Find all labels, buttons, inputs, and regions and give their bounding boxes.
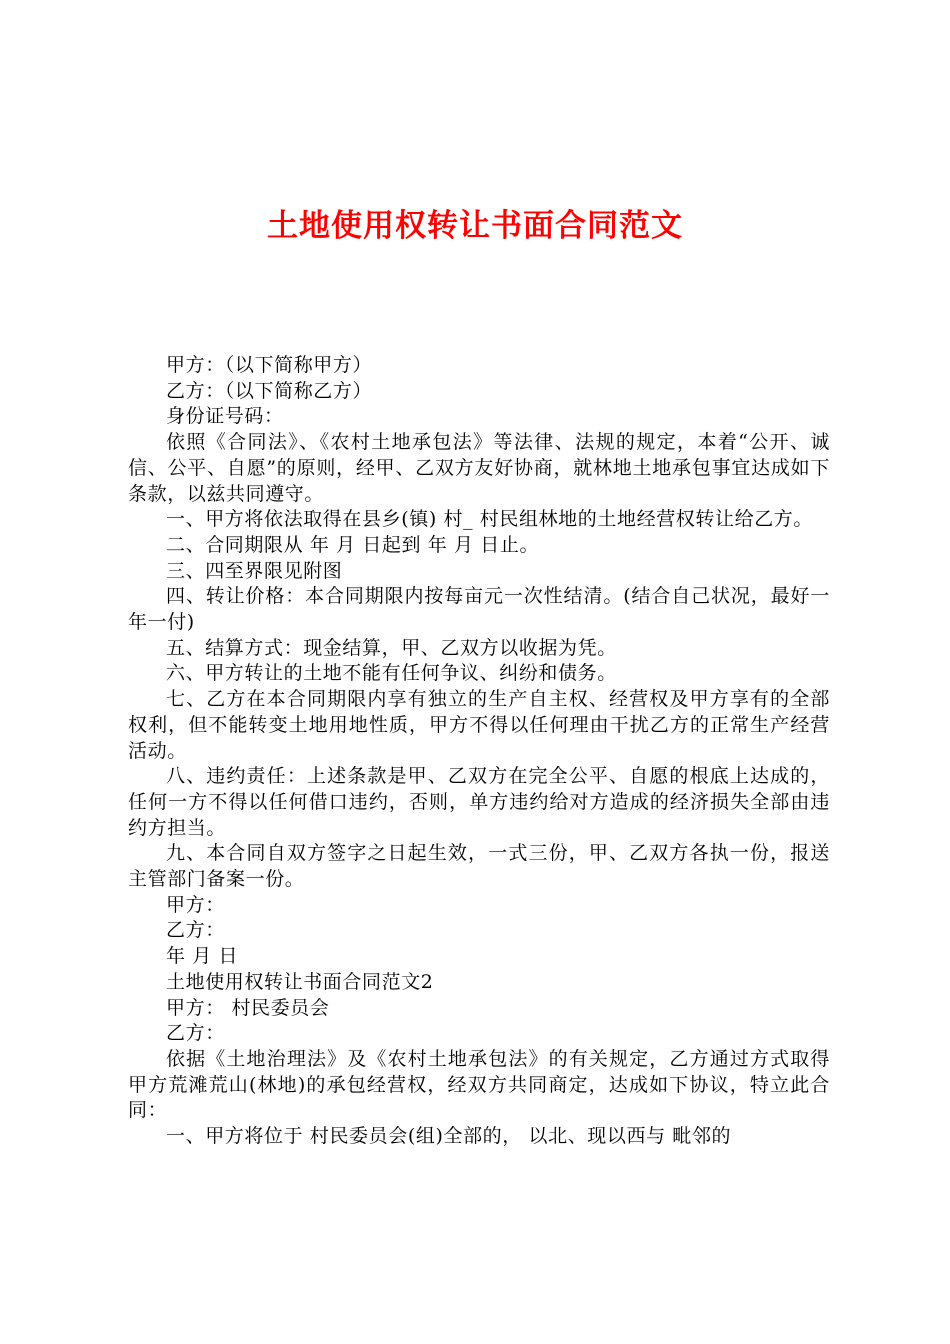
second-contract-heading: 土地使用权转让书面合同范文2 <box>166 970 434 993</box>
clause-5: 五、结算方式：现金结算，甲、乙双方以收据为凭。 <box>166 636 617 659</box>
clause-8: 八、违约责任：上述条款是甲、乙双方在完全公平、自愿的根底上达成的，任何一方不得以任何借口违约，否则，单方违约给对方造成的经济损失全部由违约方担当。 <box>128 765 830 839</box>
document-title: 土地使用权转让书面合同范文 <box>267 208 683 244</box>
clause-6: 六、甲方转让的土地不能有任何争议、纠纷和债务。 <box>166 662 617 685</box>
party-a-line: 甲方：（以下简称甲方） <box>166 354 373 376</box>
second-preamble-paragraph: 依据《土地治理法》及《农村土地承包法》的有关规定，乙方通过方式取得甲方荒滩荒山(林地)的承包经营权，经双方共同商定，达成如下协议，特立此合同： <box>128 1047 830 1122</box>
clause-9: 九、本合同自双方签字之日起生效，一式三份，甲、乙双方各执一份，报送主管部门备案一份。 <box>128 842 830 891</box>
signature-party-b: 乙方： <box>166 919 225 942</box>
signature-party-a: 甲方： <box>166 893 225 916</box>
clause-7: 七、乙方在本合同期限内享有独立的生产自主权、经营权及甲方享有的全部权利，但不能转变土地用地性质，甲方不得以任何理由干扰乙方的正常生产经营活动。 <box>128 688 830 762</box>
preamble-paragraph: 依照《合同法》、《农村土地承包法》等法律、法规的规定，本着“公开、诚信、公平、自愿”的原则，经甲、乙双方友好协商，就林地土地承包事宜达成如下条款，以兹共同遵守。 <box>128 431 830 505</box>
id-number-line: 身份证号码： <box>166 405 284 428</box>
clause-1: 一、甲方将依法取得在县乡(镇) 村_ 村民组林地的土地经营权转让给乙方。 <box>166 508 814 531</box>
second-party-a-line: 甲方： 村民委员会 <box>166 996 330 1019</box>
document-body <box>128 353 830 1150</box>
clause-2: 二、合同期限从 年 月 日起到 年 月 日止。 <box>166 533 540 556</box>
second-party-b-line: 乙方： <box>166 1022 225 1045</box>
signature-date: 年 月 日 <box>166 945 239 968</box>
second-clause-1: 一、甲方将位于 村民委员会(组)全部的， 以北、现以西与 毗邻的 <box>166 1125 732 1148</box>
clause-4: 四、转让价格：本合同期限内按每亩元一次性结清。(结合自己状况，最好一年一付) <box>128 585 830 634</box>
party-b-line: 乙方：（以下简称乙方） <box>166 379 373 402</box>
clause-3: 三、四至界限见附图 <box>166 559 343 582</box>
